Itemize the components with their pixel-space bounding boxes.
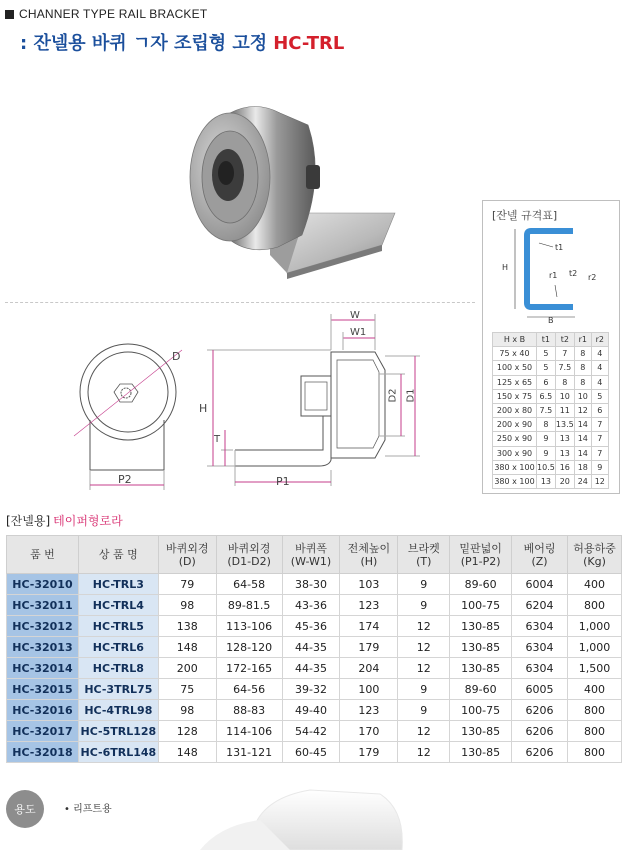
table-cell: HC-32017 xyxy=(7,721,79,742)
spec-row xyxy=(493,375,609,389)
channel-spec-panel xyxy=(482,200,620,494)
header-line-2: (T) xyxy=(416,554,432,568)
table-cell: 400 xyxy=(567,679,621,700)
table-header xyxy=(398,536,450,574)
header-line-1: 허용하중 xyxy=(573,541,616,555)
table-cell: 44-35 xyxy=(282,637,340,658)
label-d1: D1 xyxy=(405,388,417,403)
spec-cell: 13 xyxy=(555,432,574,446)
table-cell: HC-TRL4 xyxy=(78,595,158,616)
header-line-1: 상 품 명 xyxy=(98,548,138,561)
spec-label-b: B xyxy=(548,316,554,325)
table-cell: 800 xyxy=(567,700,621,721)
spec-cell: 200 x 80 xyxy=(493,403,537,417)
table-cell: 43-36 xyxy=(282,595,340,616)
table-cell: 9 xyxy=(398,574,450,595)
bullet-square-icon xyxy=(5,10,14,19)
spec-cell: 9 xyxy=(591,460,608,474)
table-row xyxy=(7,637,622,658)
table-cell: 1,000 xyxy=(567,637,621,658)
spec-cell: 7 xyxy=(555,347,574,361)
spec-cell: 75 x 40 xyxy=(493,347,537,361)
table-cell: 6206 xyxy=(512,721,568,742)
table-cell: 130-85 xyxy=(450,658,512,679)
spec-cell: 6.5 xyxy=(537,389,556,403)
spec-cell: 8 xyxy=(537,418,556,432)
table-row xyxy=(7,595,622,616)
table-header xyxy=(340,536,398,574)
table-cell: 75 xyxy=(158,679,216,700)
table-cell: HC-TRL5 xyxy=(78,616,158,637)
spec-cell: 5 xyxy=(591,389,608,403)
spec-cell: 9 xyxy=(537,432,556,446)
spec-cell: 200 x 90 xyxy=(493,418,537,432)
section-label: [잔넬용] xyxy=(6,514,51,528)
table-cell: 130-85 xyxy=(450,742,512,763)
page-title xyxy=(20,29,344,55)
spec-cell: 14 xyxy=(574,418,591,432)
table-row xyxy=(7,658,622,679)
table-cell: 123 xyxy=(340,700,398,721)
spec-header: t2 xyxy=(555,333,574,347)
table-cell: 12 xyxy=(398,616,450,637)
spec-cell: 380 x 100 xyxy=(493,474,537,488)
spec-cell: 16 xyxy=(555,460,574,474)
title-text: : 잔넬용 바퀴 ㄱ자 조립형 고정 xyxy=(20,33,268,54)
spec-cell: 8 xyxy=(555,375,574,389)
table-cell: 400 xyxy=(567,574,621,595)
table-cell: 800 xyxy=(567,595,621,616)
spec-cell: 8 xyxy=(574,347,591,361)
header-line-2: (W-W1) xyxy=(290,554,332,568)
table-cell: 1,500 xyxy=(567,658,621,679)
spec-cell: 5 xyxy=(537,347,556,361)
section-divider xyxy=(5,302,475,303)
table-cell: 9 xyxy=(398,700,450,721)
spec-cell: 20 xyxy=(555,474,574,488)
spec-cell: 7.5 xyxy=(537,403,556,417)
table-cell: 12 xyxy=(398,742,450,763)
table-cell: 128-120 xyxy=(216,637,282,658)
table-cell: 6304 xyxy=(512,616,568,637)
spec-cell: 13.5 xyxy=(555,418,574,432)
table-cell: 800 xyxy=(567,742,621,763)
table-row xyxy=(7,742,622,763)
table-cell: 103 xyxy=(340,574,398,595)
spec-label-r2: r2 xyxy=(588,273,597,282)
header-line-2: (D1-D2) xyxy=(227,554,271,568)
table-cell: 170 xyxy=(340,721,398,742)
table-cell: 6204 xyxy=(512,595,568,616)
spec-cell: 12 xyxy=(574,403,591,417)
spec-row xyxy=(493,389,609,403)
spec-label-t2: t2 xyxy=(569,269,578,278)
table-header xyxy=(512,536,568,574)
spec-label-t1: t1 xyxy=(555,243,564,252)
table-cell: 128 xyxy=(158,721,216,742)
header-line-1: 바퀴외경 xyxy=(165,541,209,555)
table-row xyxy=(7,616,622,637)
header-line-1: 베어링 xyxy=(523,541,556,555)
table-cell: 114-106 xyxy=(216,721,282,742)
table-cell: 130-85 xyxy=(450,637,512,658)
table-cell: 39-32 xyxy=(282,679,340,700)
spec-row xyxy=(493,361,609,375)
table-cell: 148 xyxy=(158,742,216,763)
product-photo xyxy=(170,95,410,285)
table-cell: HC-32013 xyxy=(7,637,79,658)
table-cell: 100 xyxy=(340,679,398,700)
label-w1: W1 xyxy=(350,327,367,338)
table-cell: 100-75 xyxy=(450,595,512,616)
spec-row xyxy=(493,403,609,417)
spec-header: r1 xyxy=(574,333,591,347)
header-line-1: 밑판넓이 xyxy=(459,541,502,555)
spec-label-h: H xyxy=(502,263,509,272)
table-cell: 6004 xyxy=(512,574,568,595)
table-cell: 45-36 xyxy=(282,616,340,637)
spec-title: [잔넬 규격표] xyxy=(492,209,558,222)
table-header xyxy=(282,536,340,574)
table-cell: 174 xyxy=(340,616,398,637)
spec-row xyxy=(493,474,609,488)
table-cell: 1,000 xyxy=(567,616,621,637)
spec-cell: 100 x 50 xyxy=(493,361,537,375)
table-header xyxy=(216,536,282,574)
header-line-2: (Z) xyxy=(531,554,548,568)
table-cell: 131-121 xyxy=(216,742,282,763)
table-cell: 179 xyxy=(340,637,398,658)
spec-cell: 13 xyxy=(537,474,556,488)
label-d2: D2 xyxy=(387,388,399,403)
table-cell: 54-42 xyxy=(282,721,340,742)
header-line-2: (H) xyxy=(360,554,378,568)
spec-header: H x B xyxy=(493,333,537,347)
table-cell: 88-83 xyxy=(216,700,282,721)
table-cell: HC-32012 xyxy=(7,616,79,637)
spec-cell: 11 xyxy=(555,403,574,417)
table-cell: 9 xyxy=(398,595,450,616)
spec-cell: 9 xyxy=(537,446,556,460)
header-line-2: (D) xyxy=(178,554,196,568)
table-cell: 113-106 xyxy=(216,616,282,637)
table-cell: 64-58 xyxy=(216,574,282,595)
table-cell: HC-4TRL98 xyxy=(78,700,158,721)
table-cell: 148 xyxy=(158,637,216,658)
spec-cell: 7 xyxy=(591,432,608,446)
front-view-drawing xyxy=(60,330,220,500)
table-cell: 49-40 xyxy=(282,700,340,721)
table-header xyxy=(567,536,621,574)
spec-cell: 14 xyxy=(574,446,591,460)
table-cell: 38-30 xyxy=(282,574,340,595)
table-row xyxy=(7,679,622,700)
table-cell: HC-5TRL128 xyxy=(78,721,158,742)
spec-cell: 10.5 xyxy=(537,460,556,474)
table-cell: 130-85 xyxy=(450,721,512,742)
spec-cell: 4 xyxy=(591,375,608,389)
header-line-2: (P1-P2) xyxy=(460,554,501,568)
table-cell: 12 xyxy=(398,721,450,742)
table-cell: 179 xyxy=(340,742,398,763)
section-highlight: 테이퍼형로라 xyxy=(53,514,123,528)
product-table xyxy=(6,535,622,763)
spec-row xyxy=(493,460,609,474)
spec-row xyxy=(493,418,609,432)
table-cell: HC-32015 xyxy=(7,679,79,700)
spec-label-r1: r1 xyxy=(549,271,558,280)
header-line-1: 품 번 xyxy=(30,548,55,561)
label-d: D xyxy=(172,350,181,363)
spec-cell: 300 x 90 xyxy=(493,446,537,460)
table-cell: 64-56 xyxy=(216,679,282,700)
subtitle-text: CHANNER TYPE RAIL BRACKET xyxy=(19,7,208,21)
subtitle xyxy=(5,7,207,21)
product-code: HC-TRL xyxy=(273,33,345,54)
table-cell: 44-35 xyxy=(282,658,340,679)
spec-cell: 6 xyxy=(537,375,556,389)
spec-cell: 4 xyxy=(591,347,608,361)
usage-text: • 리프트용 xyxy=(64,804,112,815)
table-cell: 138 xyxy=(158,616,216,637)
table-cell: 98 xyxy=(158,595,216,616)
spec-cell: 4 xyxy=(591,361,608,375)
table-cell: 200 xyxy=(158,658,216,679)
table-cell: HC-32016 xyxy=(7,700,79,721)
spec-cell: 18 xyxy=(574,460,591,474)
spec-cell: 125 x 65 xyxy=(493,375,537,389)
spec-cell: 10 xyxy=(555,389,574,403)
spec-header: t1 xyxy=(537,333,556,347)
table-cell: HC-TRL6 xyxy=(78,637,158,658)
table-cell: HC-3TRL75 xyxy=(78,679,158,700)
table-cell: HC-32011 xyxy=(7,595,79,616)
label-w: W xyxy=(350,310,360,321)
table-cell: 172-165 xyxy=(216,658,282,679)
spec-row xyxy=(493,446,609,460)
spec-row xyxy=(493,347,609,361)
table-cell: 6005 xyxy=(512,679,568,700)
table-header xyxy=(158,536,216,574)
spec-cell: 13 xyxy=(555,446,574,460)
header-line-1: 전체높이 xyxy=(347,541,391,555)
table-cell: 60-45 xyxy=(282,742,340,763)
table-cell: HC-32018 xyxy=(7,742,79,763)
spec-cell: 10 xyxy=(574,389,591,403)
usage-badge: 용도 xyxy=(6,790,44,828)
table-cell: 89-60 xyxy=(450,574,512,595)
table-cell: 6304 xyxy=(512,658,568,679)
spec-cell: 8 xyxy=(574,361,591,375)
table-cell: 89-60 xyxy=(450,679,512,700)
table-header xyxy=(450,536,512,574)
table-cell: 79 xyxy=(158,574,216,595)
table-cell: 6206 xyxy=(512,700,568,721)
spec-cell: 7 xyxy=(591,418,608,432)
table-header xyxy=(78,536,158,574)
spec-table xyxy=(492,332,609,489)
spec-cell: 150 x 75 xyxy=(493,389,537,403)
spec-cell: 24 xyxy=(574,474,591,488)
bottom-product-photo xyxy=(180,780,420,850)
table-cell: HC-32010 xyxy=(7,574,79,595)
table-cell: 130-85 xyxy=(450,616,512,637)
spec-cell: 7.5 xyxy=(555,361,574,375)
table-cell: 800 xyxy=(567,721,621,742)
side-view-drawing xyxy=(205,310,435,500)
table-cell: HC-32014 xyxy=(7,658,79,679)
table-row xyxy=(7,700,622,721)
spec-header: r2 xyxy=(591,333,608,347)
spec-cell: 6 xyxy=(591,403,608,417)
spec-cell: 12 xyxy=(591,474,608,488)
table-cell: HC-TRL3 xyxy=(78,574,158,595)
table-cell: 89-81.5 xyxy=(216,595,282,616)
header-line-2: (Kg) xyxy=(583,554,606,568)
table-cell: 6206 xyxy=(512,742,568,763)
label-p1: P1 xyxy=(276,475,290,488)
section-title xyxy=(6,512,123,529)
spec-cell: 14 xyxy=(574,432,591,446)
spec-cell: 250 x 90 xyxy=(493,432,537,446)
table-header xyxy=(7,536,79,574)
table-cell: 98 xyxy=(158,700,216,721)
header-line-1: 바퀴폭 xyxy=(295,541,327,555)
table-cell: 12 xyxy=(398,637,450,658)
header-line-1: 브라켓 xyxy=(407,541,440,555)
table-cell: 12 xyxy=(398,658,450,679)
spec-cell: 8 xyxy=(574,375,591,389)
table-cell: 204 xyxy=(340,658,398,679)
table-cell: 100-75 xyxy=(450,700,512,721)
spec-row xyxy=(493,432,609,446)
label-h: H xyxy=(199,402,208,415)
spec-cell: 380 x 100 xyxy=(493,460,537,474)
label-t: T xyxy=(214,434,221,445)
spec-cell: 7 xyxy=(591,446,608,460)
label-p2: P2 xyxy=(118,473,132,486)
table-row xyxy=(7,721,622,742)
table-row xyxy=(7,574,622,595)
table-cell: 9 xyxy=(398,679,450,700)
table-cell: 123 xyxy=(340,595,398,616)
spec-cell: 5 xyxy=(537,361,556,375)
table-cell: HC-6TRL148 xyxy=(78,742,158,763)
table-cell: 6304 xyxy=(512,637,568,658)
table-cell: HC-TRL8 xyxy=(78,658,158,679)
header-line-1: 바퀴외경 xyxy=(227,541,271,555)
